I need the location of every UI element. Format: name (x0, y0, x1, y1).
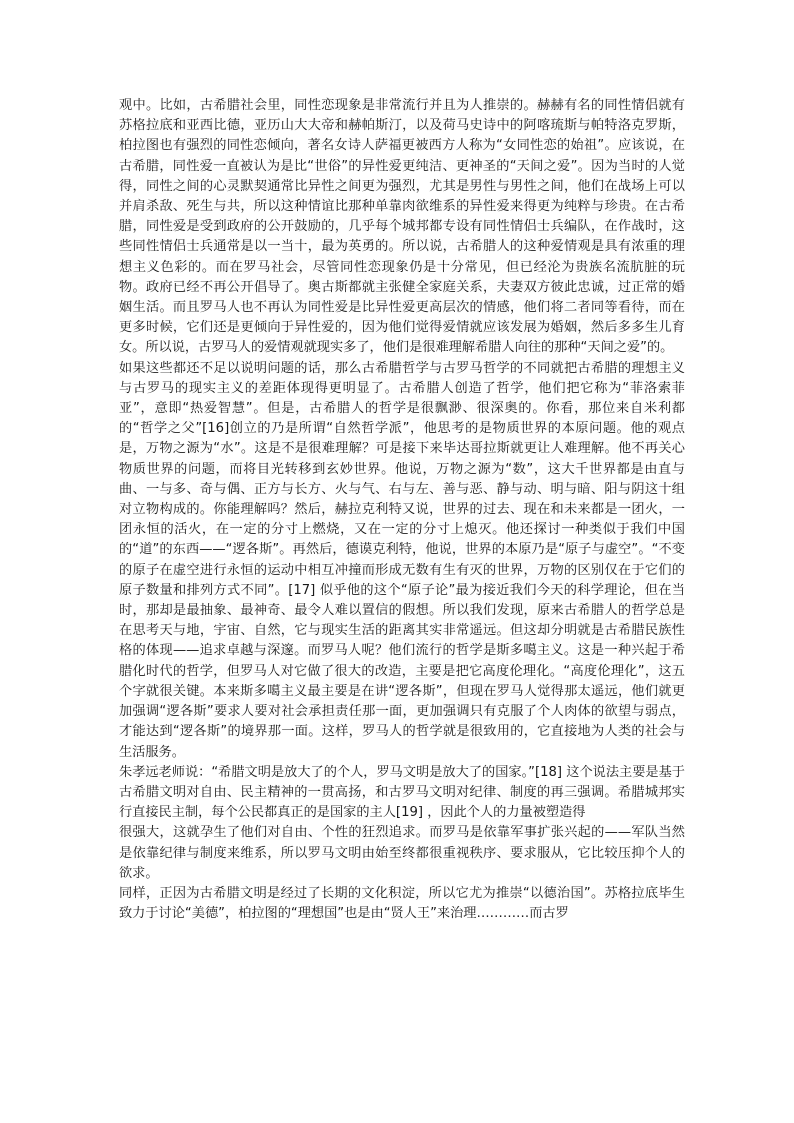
document-page (119, 96, 685, 924)
paragraph-rule-by-virtue: 同样，正因为古希腊文明是经过了长期的文化积淀，所以它尤为推崇“以德治国”。苏格拉底毕生致力于讨论“美德”，柏拉图的“理想国”也是由“贤人王”来治理…………而古罗 (119, 885, 685, 922)
paragraph-homosexuality-view: 观中。比如，古希腊社会里，同性恋现象是非常流行并且为人推崇的。赫赫有名的同性情侣就有苏格拉底和亚西比德，亚历山大大帝和赫帕斯汀，以及荷马史诗中的阿喀琉斯与帕特洛克罗斯，柏拉图也有强烈的同性恋倾向，著名女诗人萨福更被西方人称为“女同性恋的始祖”。应该说，在古希腊，同性爱一直被认为是比“世俗”的异性爱更纯洁、更神圣的“天间之爱”。因为当时的人觉得，同性之间的心灵默契通常比异性之间更为强烈，尤其是男性与男性之间，他们在战场上可以并肩杀敌、死生与共，所以这种情谊比那种单靠肉欲维系的异性爱来得更为纯粹与珍贵。在古希腊，同性爱是受到政府的公开鼓励的，几乎每个城邦都专设有同性情侣士兵编队，在作战时，这些同性情侣士兵通常是以一当十，最为英勇的。所以说，古希腊人的这种爱情观是具有浓重的理想主义色彩的。而在罗马社会，尽管同性恋现象仍是十分常见，但已经沦为贵族名流肮脏的玩物。政府已经不再公开倡导了。奥古斯都就主张健全家庭关系，夫妻双方彼此忠诚，过正常的婚姻生活。而且罗马人也不再认为同性爱是比异性爱更高层次的情感，他们将二者同等看待，而在更多时候，它们还是更倾向于异性爱的，因为他们觉得爱情就应该发展为婚姻，然后多多生儿育女。所以说，古罗马人的爱情观就现实多了，他们是很难理解希腊人向往的那种“天间之爱”的。 (119, 98, 685, 356)
paragraph-discipline-order: 很强大，这就孕生了他们对自由、个性的狂烈追求。而罗马是依靠军事扩张兴起的——军队当然是依靠纪律与制度来维系，所以罗马文明由始至终都很重视秩序、要求服从，它比较压抑个人的欲求。 (119, 825, 685, 881)
paragraph-philosophy-comparison: 如果这些都还不足以说明问题的话，那么古希腊哲学与古罗马哲学的不同就把古希腊的理想主义与古罗马的现实主义的差距体现得更明显了。古希腊人创造了哲学，他们把它称为“菲洛索菲亚”，意即“热爱智慧”。但是，古希腊人的哲学是很飘渺、很深奥的。你看，那位来自米利都的“哲学之父”[16]创立的乃是所谓“自然哲学派”，他思考的是物质世界的本原问题。他的观点是，万物之源为“水”。这是不是很难理解？可是接下来毕达哥拉斯就更让人难理解。他不再关心物质世界的问题，而将目光转移到玄妙世界。他说，万物之源为“数”，这大千世界都是由直与曲、一与多、奇与偶、正方与长方、火与气、右与左、善与恶、静与动、明与暗、阳与阴这十组对立物构成的。你能理解吗？然后，赫拉克利特又说，世界的过去、现在和未来都是一团火，一团永恒的活火，在一定的分寸上燃烧，又在一定的分寸上熄灭。他还探讨一种类似于我们中国的“道”的东西——“逻各斯”。再然后，德谟克利特，他说，世界的本原乃是“原子与虚空”。“不变的原子在虚空进行永恒的运动中相互冲撞而形成无数有生有灭的世界，万物的区别仅在于它们的原子数量和排列方式不同”。[17] 似乎他的这个“原子论”最为接近我们今天的科学理论，但在当时，那却是最抽象、最神奇、最令人难以置信的假想。所以我们发现，原来古希腊人的哲学总是在思考天与地，宇宙、自然，它与现实生活的距离其实非常遥远。但这却分明就是古希腊民族性格的体现——追求卓越与深邃。而罗马人呢？他们流行的哲学是斯多噶主义。这是一种兴起于希腊化时代的哲学，但罗马人对它做了很大的改造，主要是把它高度伦理化。“高度伦理化”，这五个字就很关键。本来斯多噶主义最主要是在讲“逻各斯”，但现在罗马人觉得那太遥远，他们就更加强调“逻各斯”要求人要对社会承担责任那一面，更加强调只有克服了个人肉体的欲望与弱点，才能达到“逻各斯”的境界那一面。这样，罗马人的哲学就是很致用的，它直接地为人类的社会与生活服务。 (119, 360, 685, 760)
paragraph-individual-vs-state: 朱孝远老师说：“希腊文明是放大了的个人，罗马文明是放大了的国家。”[18] 这个说法主要是基于古希腊文明对自由、民主精神的一贯高扬，和古罗马文明对纪律、制度的再三强调。希腊城邦实行直接民主制，每个公民都真正的是国家的主人[19] ，因此个人的力量被塑造得 (119, 764, 685, 821)
